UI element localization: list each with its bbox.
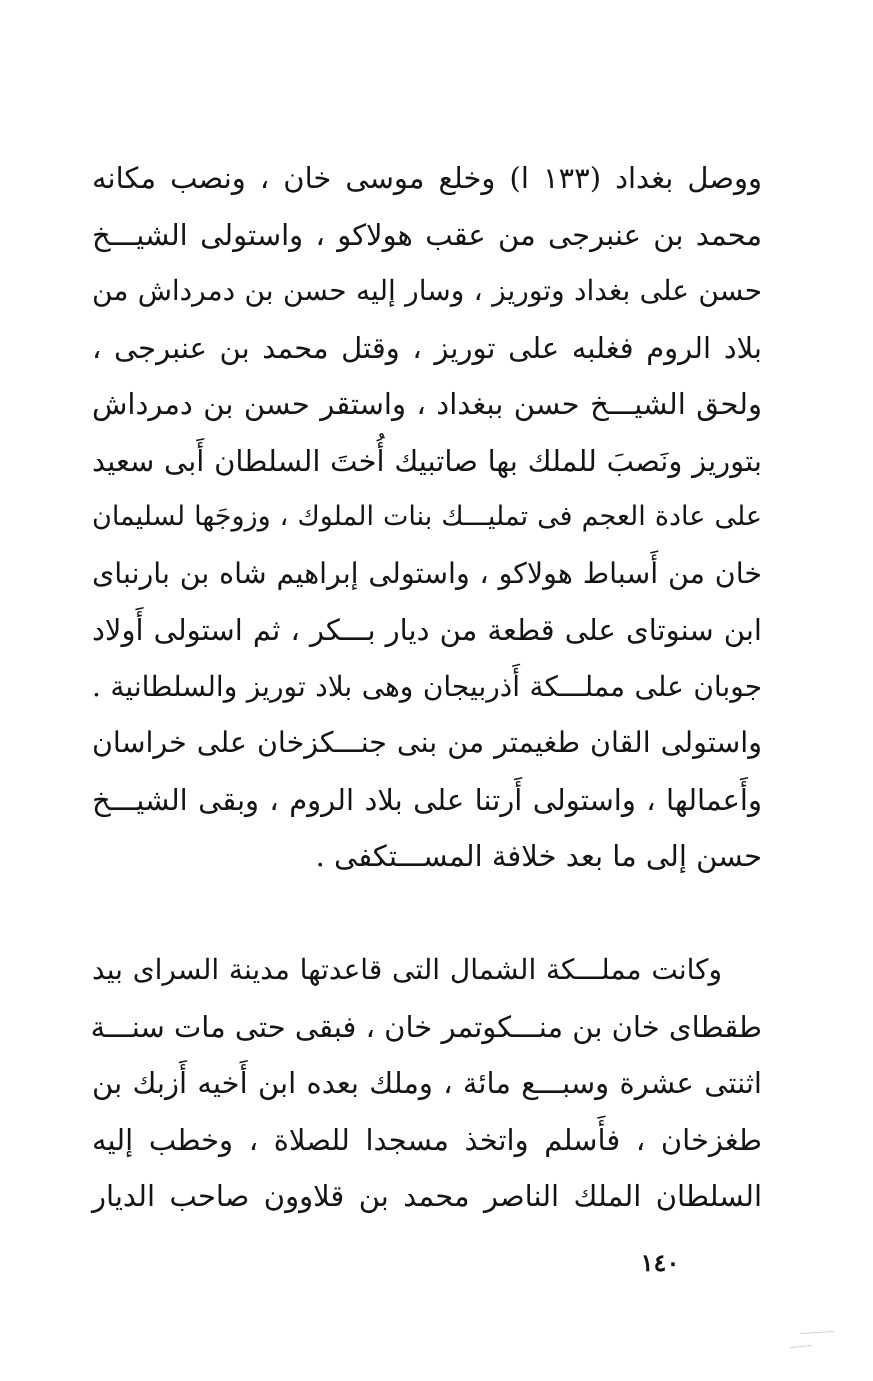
text-line: واستولى القان طغيمتر من بنى جنـــكزخان على خراسان xyxy=(92,726,762,759)
text-line: وأَعمالها ، واستولى أَرتنا على بلاد الروم ، وبقى الشيـــخ xyxy=(92,782,762,817)
page-number: ١٤٠ xyxy=(640,1248,680,1277)
text-line: حسن إلى ما بعد خلافة المســـتكفى . xyxy=(315,839,762,873)
scan-artifact xyxy=(800,1331,834,1334)
text-line: على عادة العجم فى تمليـــك بنات الملوك ، وزوجَها لسليمان xyxy=(92,501,762,532)
text-line: بتوريز ونَصبَ للملك بها صاتبيك أُختَ السلطان أَبى سعيد xyxy=(92,443,762,478)
text-line: طغزخان ، فأَسلم واتخذ مسجدا للصلاة ، وخطب إليه xyxy=(92,1122,762,1157)
text-line: بلاد الروم فغلبه على توريز ، وقتل محمد بن عنبرجى ، xyxy=(92,330,762,365)
text-line: السلطان الملك الناصر محمد بن قلاوون صاحب الديار xyxy=(92,1179,762,1213)
text-line: ابن سنوتاى على قطعة من ديار بـــكر ، ثم استولى أَولاد xyxy=(92,613,762,647)
text-line: طقطاى خان بن منـــكوتمر خان ، فبقى حتى مات سنـــة xyxy=(90,1009,762,1044)
text-line: محمد بن عنبرجى من عقب هولاكو ، واستولى الشيـــخ xyxy=(92,217,762,252)
text-line: اثنتى عشرة وسبـــع مائة ، وملك بعده ابن أَخيه أَزبك بن xyxy=(92,1066,762,1100)
text-line: جوبان على مملـــكة أَذربيجان وهى بلاد توريز والسلطانية . xyxy=(92,669,762,703)
text-line: خان من أَسباط هولاكو ، واستولى إبراهيم شاه بن بارنباى xyxy=(92,556,762,590)
text-line: وكانت مملـــكة الشمال التى قاعدتها مدينة السراى بيد xyxy=(92,953,722,986)
paragraph-2 xyxy=(92,942,762,1225)
scan-artifact xyxy=(790,1345,812,1348)
text-line: ولحق الشيـــخ حسن ببغداد ، واستقر حسن بن دمرداش xyxy=(92,387,762,421)
paragraph-1 xyxy=(92,150,762,885)
text-line: حسن على بغداد وتوريز ، وسار إليه حسن بن دمرداش من xyxy=(92,274,762,307)
text-line: ووصل بغداد (١٣٣ ا) وخلع موسى خان ، ونصب مكانه xyxy=(92,161,762,195)
